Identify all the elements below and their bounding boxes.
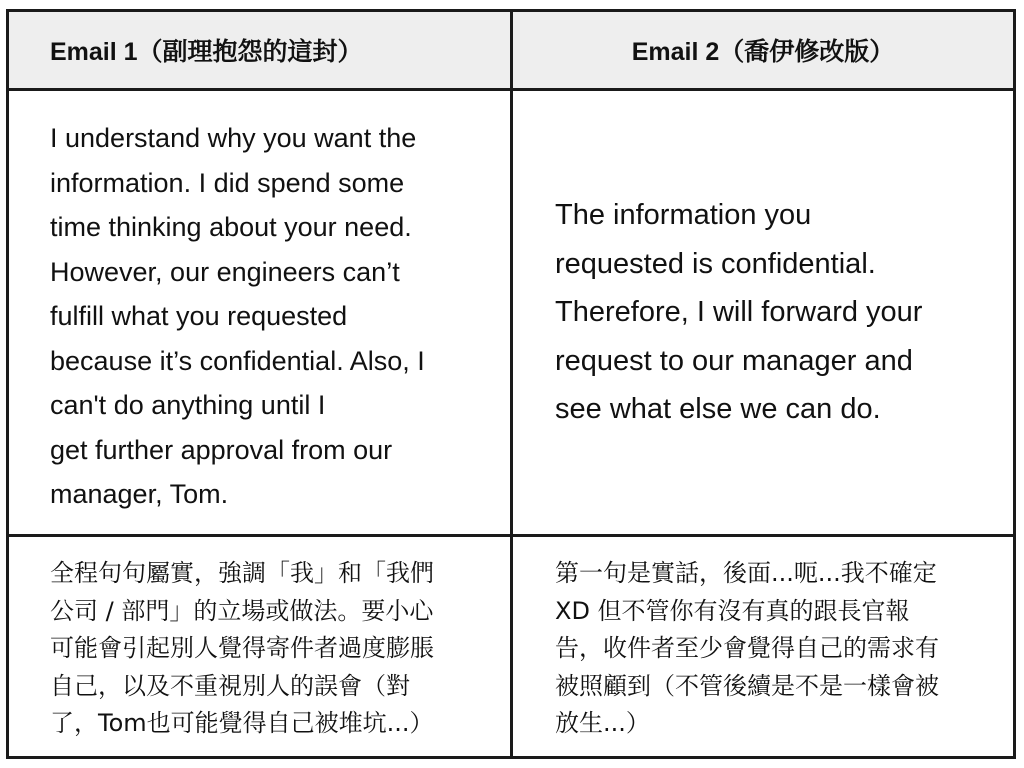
email-1-line: I understand why you want the <box>50 123 417 153</box>
email-2-line: request to our manager and <box>555 344 913 377</box>
email-1-line: information. I did spend some <box>50 167 405 198</box>
note-1-line: 可能會引起別人覺得寄件者過度膨脹 <box>50 634 434 662</box>
note-1-line: 自己，以及不重視別人的誤會（對 <box>50 671 410 700</box>
email-2-text <box>555 191 922 434</box>
note-1-line: 公司 / 部門」的立場或做法。要小心 <box>50 596 434 625</box>
note-2-line: 第一句是實話，後面...呃...我不確定 <box>555 559 937 587</box>
email-1-line: because it’s confidential. Also, I <box>50 345 425 376</box>
email-2-body <box>513 91 1013 537</box>
note-2-line: 告，收件者至少會覺得自己的需求有 <box>555 634 939 662</box>
header-email-1 <box>9 12 513 91</box>
email-2-line: requested is confidential. <box>555 247 876 280</box>
email-1-line: get further approval from our <box>50 434 393 465</box>
email-2-note <box>513 537 1013 756</box>
email-1-line: can't do anything until I <box>50 390 326 420</box>
email-1-line: time thinking about your need. <box>50 212 412 242</box>
header-email-1-label: Email 1（副理抱怨的這封） <box>50 38 363 66</box>
header-email-2-label: Email 2（喬伊修改版） <box>631 38 895 66</box>
note-2-line: 被照顧到（不管後續是不是一樣會被 <box>555 671 939 700</box>
header-email-2 <box>513 12 1013 91</box>
comparison-table <box>6 9 1016 759</box>
note-2-line: XD 但不管你有沒有真的跟長官報 <box>555 596 910 625</box>
email-2-line: The information you <box>555 199 812 232</box>
email-1-line: However, our engineers can’t <box>50 256 400 287</box>
email-2-line: Therefore, I will forward your <box>555 296 923 329</box>
email-1-body <box>9 91 513 537</box>
email-1-line: manager, Tom. <box>50 479 229 509</box>
note-2-line: 放生...） <box>555 709 650 737</box>
note-1-line: 了，Tom也可能覺得自己被堆坑...） <box>50 709 434 737</box>
email-1-line: fulfill what you requested <box>50 301 348 331</box>
email-2-line: see what else we can do. <box>555 393 881 426</box>
note-1-line: 全程句句屬實，強調「我」和「我們 <box>50 559 434 587</box>
email-1-note <box>9 537 513 756</box>
